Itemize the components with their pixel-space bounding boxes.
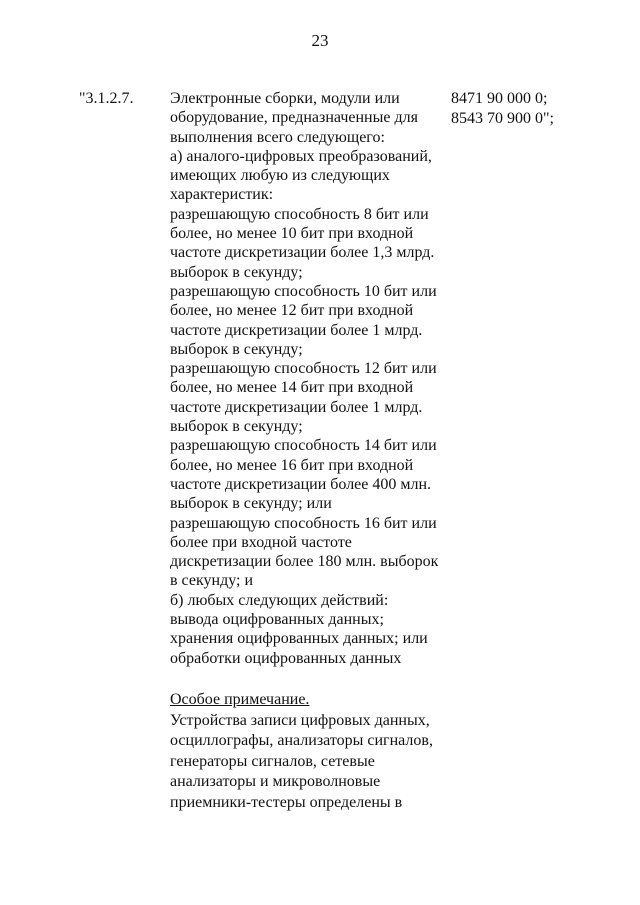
description-line: выполнения всего следующего: bbox=[170, 128, 385, 146]
description-line: а) аналого-цифровых преобразований, bbox=[170, 147, 432, 165]
description-line: частоте дискретизации более 400 млн. bbox=[170, 475, 432, 493]
description-line: частоте дискретизации более 1 млрд. bbox=[170, 321, 423, 339]
description-line: характеристик: bbox=[170, 186, 274, 204]
description-line: оборудование, предназначенные для bbox=[170, 109, 418, 127]
description-line: более, но менее 10 бит при входной bbox=[170, 225, 414, 243]
note-line: приемники-тестеры определены в bbox=[170, 793, 403, 811]
description-line: разрешающую способность 14 бит или bbox=[170, 437, 437, 455]
item-number: "3.1.2.7. bbox=[79, 90, 134, 107]
description-line: в секунду; и bbox=[170, 572, 253, 590]
description-line: разрешающую способность 12 бит или bbox=[170, 360, 437, 378]
description-line: выборок в секунду; bbox=[170, 418, 303, 436]
description-line: обработки оцифрованных данных bbox=[170, 649, 402, 667]
description-line: имеющих любую из следующих bbox=[170, 167, 390, 185]
note-line: Устройства записи цифровых данных, bbox=[170, 711, 430, 729]
description-line: б) любых следующих действий: bbox=[170, 591, 389, 609]
description-line: разрешающую способность 8 бит или bbox=[170, 205, 429, 223]
description-line: разрешающую способность 10 бит или bbox=[170, 282, 437, 300]
description-line: более, но менее 14 бит при входной bbox=[170, 379, 414, 397]
page-number: 23 bbox=[311, 31, 329, 50]
description-line: более, но менее 12 бит при входной bbox=[170, 302, 414, 320]
description-line: разрешающую способность 16 бит или bbox=[170, 514, 437, 532]
note-line: анализаторы и микроволновые bbox=[170, 773, 381, 790]
customs-codes bbox=[451, 89, 554, 129]
description-line: выборок в секунду; bbox=[170, 340, 303, 358]
description-line: частоте дискретизации более 1 млрд. bbox=[170, 398, 423, 416]
description-line: вывода оцифрованных данных; bbox=[170, 611, 384, 629]
description-line: хранения оцифрованных данных; или bbox=[170, 630, 428, 648]
description-line: более, но менее 16 бит при входной bbox=[170, 456, 414, 474]
special-note bbox=[170, 690, 450, 813]
description-line: Электронные сборки, модули или bbox=[170, 90, 400, 107]
customs-code: 8471 90 000 0; bbox=[451, 90, 548, 107]
description-line: более при входной частоте bbox=[170, 533, 352, 551]
note-line: осциллографы, анализаторы сигналов, bbox=[170, 732, 433, 749]
note-line: генераторы сигналов, сетевые bbox=[170, 752, 375, 770]
customs-code: 8543 70 900 0"; bbox=[451, 110, 554, 127]
item-description bbox=[170, 89, 445, 668]
description-line: выборок в секунду; bbox=[170, 263, 303, 281]
description-line: выборок в секунду; или bbox=[170, 495, 332, 513]
description-line: дискретизации более 180 млн. выборок bbox=[170, 553, 439, 571]
note-title: Особое примечание. bbox=[170, 691, 310, 708]
description-line: частоте дискретизации более 1,3 млрд. bbox=[170, 244, 435, 262]
